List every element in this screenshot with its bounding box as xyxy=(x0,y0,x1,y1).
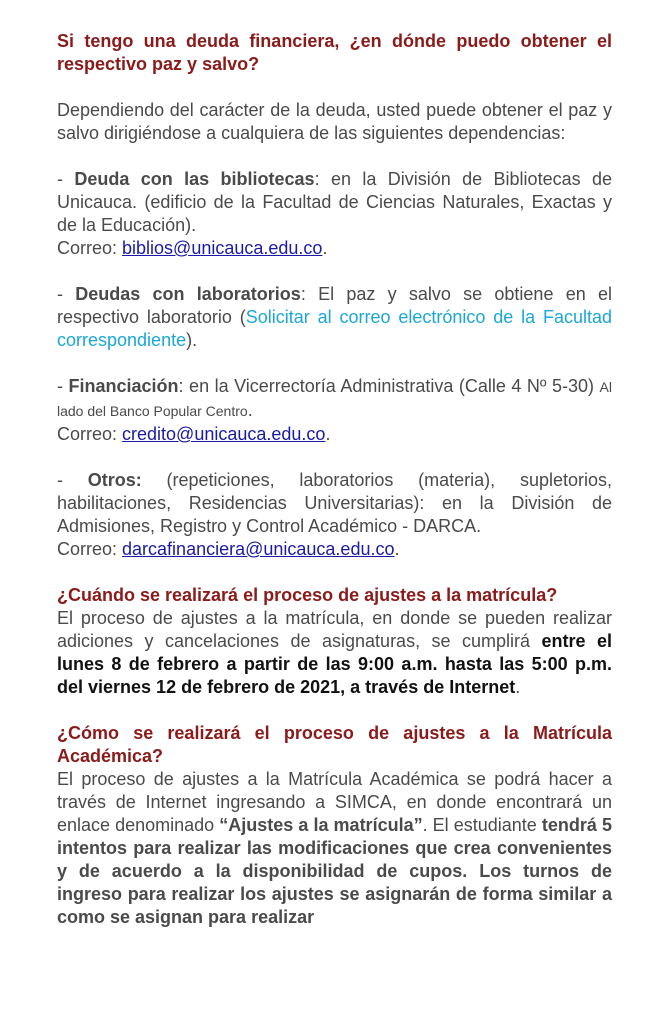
email-link-credito[interactable]: credito@unicauca.edu.co xyxy=(122,424,326,444)
text-laboratorios: : El paz y salvo se obtiene en el respectivo laboratorio ( xyxy=(57,284,612,327)
email-link-darcafinanciera[interactable]: darcafinanciera@unicauca.edu.co xyxy=(122,539,395,559)
end-laboratorios: ). xyxy=(186,330,198,350)
label-financiacion: Financiación xyxy=(68,376,179,396)
period: . xyxy=(325,424,331,444)
item-laboratorios xyxy=(57,283,612,352)
note-banco-popular: Al lado del Banco Popular Centro xyxy=(57,379,612,419)
answer-intentos: tendrá 5 intentos para realizar las modificaciones que crea convenientes y de acuerdo a la disponibilidad de cupos. Los turnos de ingreso para realizar los ajustes se asignarán de forma similar a como se asignan para realizar xyxy=(57,815,613,927)
correo-label: Correo: xyxy=(57,238,123,258)
dash: - xyxy=(57,169,75,189)
period: . xyxy=(247,400,253,420)
correo-label: Correo: xyxy=(57,424,123,444)
item-bibliotecas xyxy=(57,168,612,260)
answer-ajustes-cuando xyxy=(57,607,612,699)
answer-enlace-name: “Ajustes a la matrícula” xyxy=(219,815,423,835)
text-financiacion: : en la Vicerrectoría Administrativa (Calle 4 Nº 5-30) xyxy=(178,376,600,396)
answer-ajustes-como xyxy=(57,768,612,929)
item-otros xyxy=(57,469,612,561)
answer-text: El proceso de ajustes a la matrícula, en donde se pueden realizar adiciones y cancelaciones de asignaturas, se cumplirá xyxy=(57,608,612,651)
intro-paragraph: Dependiendo del carácter de la deuda, usted puede obtener el paz y salvo dirigiéndose a cualquiera de las siguientes dependencias: xyxy=(57,100,612,143)
note-solicitar-correo: Solicitar al correo electrónico de la Facultad correspondiente xyxy=(57,307,613,350)
question-deuda-financiera: Si tengo una deuda financiera, ¿en dónde puedo obtener el respectivo paz y salvo? xyxy=(57,31,612,74)
label-otros: Otros: xyxy=(87,470,142,490)
period: . xyxy=(394,539,400,559)
question-ajustes-como: ¿Cómo se realizará el proceso de ajustes a la Matrícula Académica? xyxy=(57,723,612,766)
dash: - xyxy=(57,284,76,304)
answer-dates: entre el lunes 8 de febrero a partir de las 9:00 a.m. hasta las 5:00 p.m. del viernes 12 de febrero de 2021, a través de Internet xyxy=(57,631,612,697)
period: . xyxy=(515,677,521,697)
label-bibliotecas: Deuda con las bibliotecas xyxy=(74,169,315,189)
label-laboratorios: Deudas con laboratorios xyxy=(75,284,301,304)
period: . xyxy=(322,238,328,258)
question-ajustes-cuando: ¿Cuándo se realizará el proceso de ajustes a la matrícula? xyxy=(57,585,558,605)
answer-text-2: . El estudiante xyxy=(422,815,542,835)
text-bibliotecas: : en la División de Bibliotecas de Unicauca. (edificio de la Facultad de Ciencias Naturales, Exactas y de la Educación). xyxy=(57,169,612,235)
email-link-biblios[interactable]: biblios@unicauca.edu.co xyxy=(122,238,323,258)
correo-label: Correo: xyxy=(57,539,123,559)
answer-text-1: El proceso de ajustes a la Matrícula Académica se podrá hacer a través de Internet ingresando a SIMCA, en donde encontrará un enlace denominado xyxy=(57,769,612,835)
dash: - xyxy=(57,376,69,396)
dash: - xyxy=(57,470,88,490)
item-financiacion xyxy=(57,375,612,446)
document-page xyxy=(57,30,612,929)
text-otros: (repeticiones, laboratorios (materia), supletorios, habilitaciones, Residencias Universitarias): en la División de Admisiones, Registro y Control Académico - DARCA. xyxy=(57,470,612,536)
